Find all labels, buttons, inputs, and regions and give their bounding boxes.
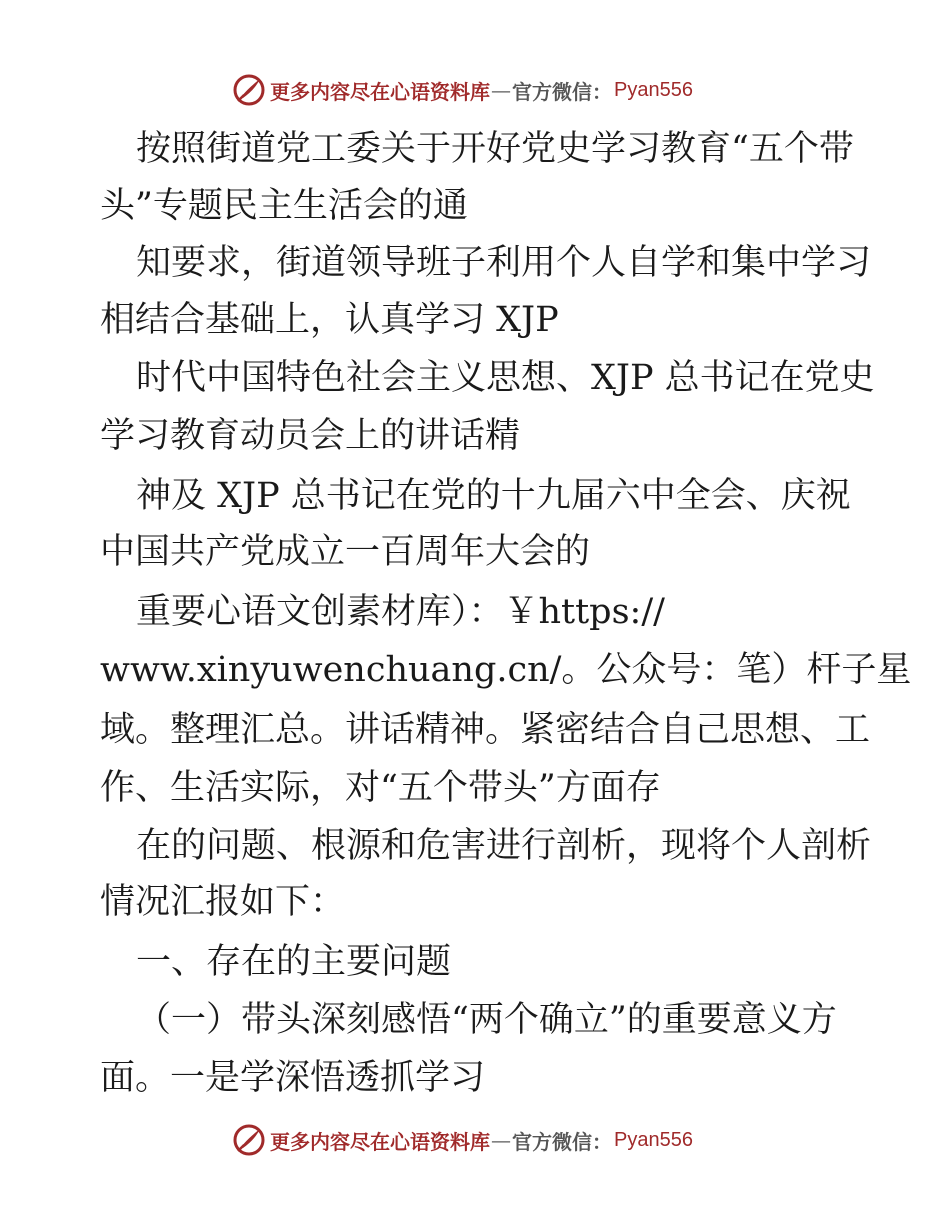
- body-line: 相结合基础上，认真学习 XJP: [100, 300, 559, 340]
- body-line: 域。整理汇总。讲话精神。紧密结合自己思想、工: [100, 710, 871, 750]
- quill-logo-icon: [232, 73, 266, 107]
- banner-wechat-label: 官方微信：: [512, 1129, 612, 1154]
- body-line: 作、生活实际，对“五个带头”方面存: [100, 768, 661, 808]
- banner-dash: —: [491, 78, 511, 102]
- body-line: 面。一是学深悟透抓学习: [100, 1058, 486, 1098]
- body-line: 在的问题、根源和危害进行剖析，现将个人剖析: [136, 826, 872, 866]
- body-line: 中国共产党成立一百周年大会的: [100, 532, 591, 572]
- banner-dash: —: [491, 1128, 511, 1152]
- body-line: 神及 XJP 总书记在党的十九届六中全会、庆祝: [136, 476, 851, 516]
- banner-title: 更多内容尽在心语资料库: [270, 1129, 490, 1154]
- body-line: 知要求，街道领导班子利用个人自学和集中学习: [136, 243, 872, 283]
- quill-logo-icon: [232, 1123, 266, 1157]
- body-line: www.xinyuwenchuang.cn/。公众号：笔）杆子星: [100, 650, 912, 690]
- footer-banner: [0, 1120, 950, 1160]
- body-line: 重要心语文创素材库）：￥https://: [136, 592, 665, 632]
- body-line: 时代中国特色社会主义思想、XJP 总书记在党史: [136, 358, 875, 398]
- body-line: （一）带头深刻感悟“两个确立”的重要意义方: [136, 1000, 837, 1040]
- body-line: 按照街道党工委关于开好党史学习教育“五个带: [136, 129, 854, 169]
- body-line: 头”专题民主生活会的通: [100, 186, 468, 226]
- banner-wechat-id: Pyan556: [614, 78, 693, 101]
- banner-title: 更多内容尽在心语资料库: [270, 79, 490, 104]
- section-heading: 一、存在的主要问题: [136, 942, 452, 982]
- body-line: 情况汇报如下：: [100, 882, 346, 922]
- body-line: 学习教育动员会上的讲话精: [100, 416, 521, 456]
- banner-wechat-label: 官方微信：: [512, 79, 612, 104]
- header-banner: [0, 70, 950, 110]
- banner-wechat-id: Pyan556: [614, 1128, 693, 1151]
